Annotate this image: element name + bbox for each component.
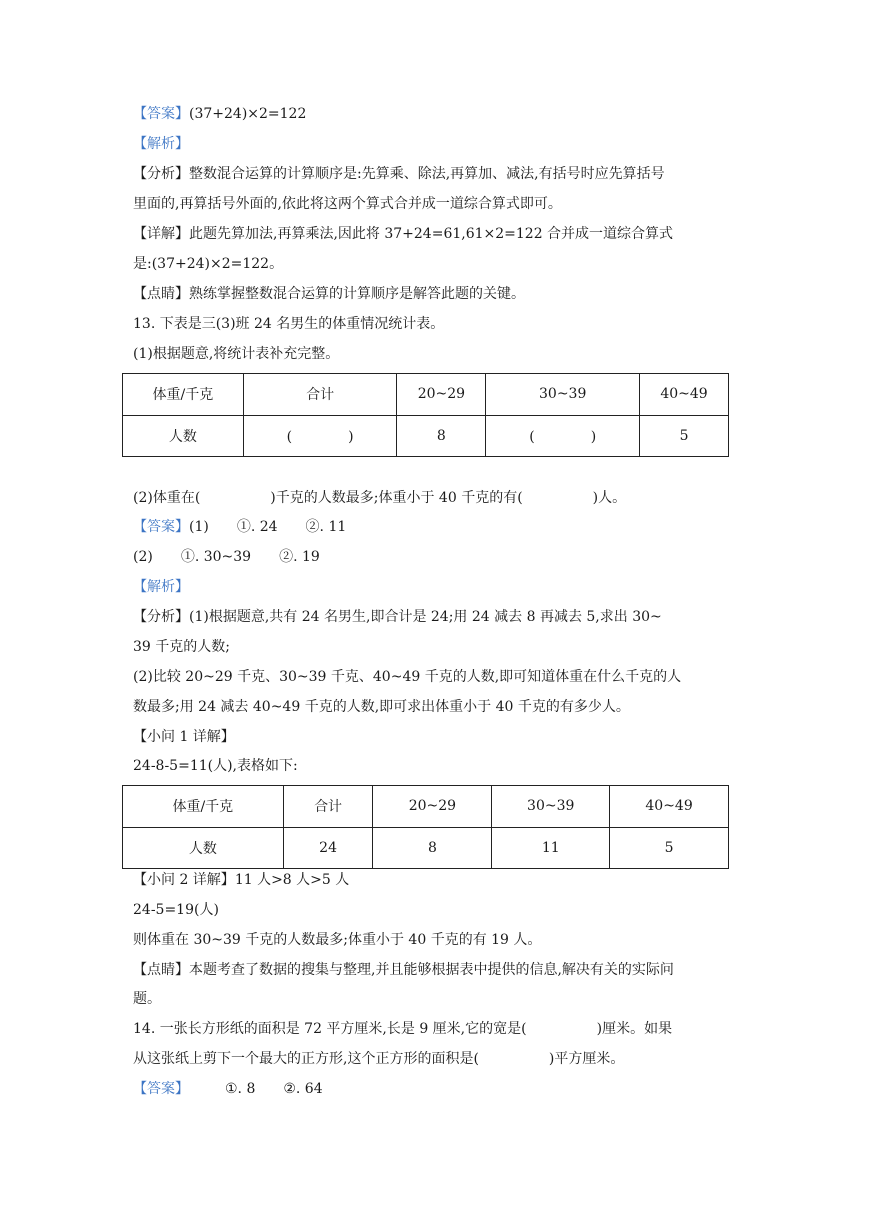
q14-answer-line [133, 1079, 323, 1099]
q13-fenxi-line-4: 数最多;用 24 减去 40~49 千克的人数,即可求出体重小于 40 千克的有多少人。 [133, 699, 630, 715]
q13-title: 13. 下表是三(3)班 24 名男生的体重情况统计表。 [133, 316, 445, 332]
xiangjie-tag: 【详解】 [133, 226, 189, 242]
fenxi-tag: 【分析】 [133, 609, 189, 625]
table-cell: 24 [283, 827, 373, 869]
q12-xiangjie-line-1 [133, 224, 673, 244]
table-cell: 30~39 [492, 786, 610, 828]
table-cell: 人数 [123, 827, 284, 869]
xiangjie-text: 此题先算加法,再算乘法,因此将 37+24=61,61×2=122 合并成一道综合算式 [189, 226, 674, 242]
table-cell: 5 [610, 827, 729, 869]
table-cell: 40~49 [610, 786, 729, 828]
q13-fenxi-line-2: 39 千克的人数; [133, 639, 230, 655]
q12-fenxi-line-2: 里面的,再算括号外面的,依此将这两个算式合并成一道综合算式即可。 [133, 196, 562, 212]
stats-table-blank [122, 373, 729, 457]
q14-text-b: )厘米。如果 [596, 1021, 673, 1037]
q14-text-d: )平方厘米。 [548, 1051, 625, 1067]
q13-sub2-calc: 24-5=19(人) [133, 902, 219, 918]
q14-text-c: 从这张纸上剪下一个最大的正方形,这个正方形的面积是( [133, 1051, 479, 1067]
table-cell: 5 [640, 415, 729, 457]
table-header-row [123, 786, 729, 828]
analysis-tag: 【解析】 [133, 136, 189, 152]
answer-tag: 【答案】 [133, 519, 189, 535]
sub2-tag: 【小问 2 详解】 [133, 872, 235, 888]
dianjing-tag: 【点睛】 [133, 286, 189, 302]
answer-text: ①. 8 ②. 64 [225, 1081, 323, 1097]
fenxi-text: 整数混合运算的计算顺序是:先算乘、除法,再算加、减法,有括号时应先算括号 [189, 166, 665, 182]
q12-dianjing-line [133, 284, 525, 304]
q13-analysis-line [133, 577, 189, 597]
q13-fenxi-line-1 [133, 607, 662, 627]
q14-line-2 [133, 1049, 624, 1069]
q12-answer-line [133, 104, 306, 124]
q13-part1: (1)根据题意,将统计表补充完整。 [133, 346, 340, 362]
q13-sub1-calc: 24-8-5=11(人),表格如下: [133, 758, 298, 774]
table-cell: 30~39 [486, 374, 640, 416]
q13-dianjing-line-1 [133, 960, 674, 980]
dianjing-tag: 【点睛】 [133, 962, 189, 978]
stats-table-filled [122, 785, 729, 869]
q13-fenxi-line-3: (2)比较 20~29 千克、30~39 千克、40~49 千克的人数,即可知道体重在什么千克的人 [133, 669, 682, 685]
table-cell: 合计 [243, 374, 397, 416]
q12-analysis-line [133, 134, 189, 154]
answer-text: (1) ①. 24 ②. 11 [189, 519, 347, 535]
table-cell: 20~29 [397, 374, 486, 416]
table-cell: 8 [397, 415, 486, 457]
part2-text-a: (2)体重在( [133, 490, 201, 506]
q14-text-a: 14. 一张长方形纸的面积是 72 平方厘米,长是 9 厘米,它的宽是( [133, 1021, 527, 1037]
table-cell-blank: ( ) [486, 415, 640, 457]
table-cell: 8 [373, 827, 492, 869]
table-row [123, 415, 729, 457]
dianjing-text: 本题考查了数据的搜集与整理,并且能够根据表中提供的信息,解决有关的实际问 [189, 962, 674, 978]
table-cell: 体重/千克 [123, 786, 284, 828]
q12-xiangjie-line-2: 是:(37+24)×2=122。 [133, 256, 284, 272]
table-cell: 合计 [283, 786, 373, 828]
analysis-tag: 【解析】 [133, 579, 189, 595]
q14-line-1 [133, 1019, 672, 1039]
fenxi-text: (1)根据题意,共有 24 名男生,即合计是 24;用 24 减去 8 再减去 5,求出 30~ [189, 609, 662, 625]
sub2-text: 11 人>8 人>5 人 [234, 872, 350, 888]
q12-fenxi-line-1 [133, 164, 665, 184]
q13-sub2-conclusion: 则体重在 30~39 千克的人数最多;体重小于 40 千克的有 19 人。 [133, 932, 542, 948]
q13-answer-line-2: (2) ①. 30~39 ②. 19 [133, 549, 320, 565]
table-cell: 体重/千克 [123, 374, 244, 416]
answer-tag: 【答案】 [133, 106, 189, 122]
part2-text-b: )千克的人数最多;体重小于 40 千克的有( [270, 490, 523, 506]
table-cell-blank: ( ) [243, 415, 397, 457]
table-cell: 人数 [123, 415, 244, 457]
table-header-row [123, 374, 729, 416]
fenxi-tag: 【分析】 [133, 166, 189, 182]
table-cell: 11 [492, 827, 610, 869]
q13-part2 [133, 488, 626, 508]
answer-text: (37+24)×2=122 [189, 106, 307, 122]
part2-text-c: )人。 [592, 490, 627, 506]
answer-tag: 【答案】 [133, 1081, 189, 1097]
q13-dianjing-line-2: 题。 [133, 991, 161, 1007]
table-row [123, 827, 729, 869]
dianjing-text: 熟练掌握整数混合运算的计算顺序是解答此题的关键。 [189, 286, 525, 302]
q13-sub2-line [133, 870, 349, 890]
q13-sub1-tag: 【小问 1 详解】 [133, 729, 235, 745]
q13-answer-line-1 [133, 517, 346, 537]
table-cell: 40~49 [640, 374, 729, 416]
table-cell: 20~29 [373, 786, 492, 828]
